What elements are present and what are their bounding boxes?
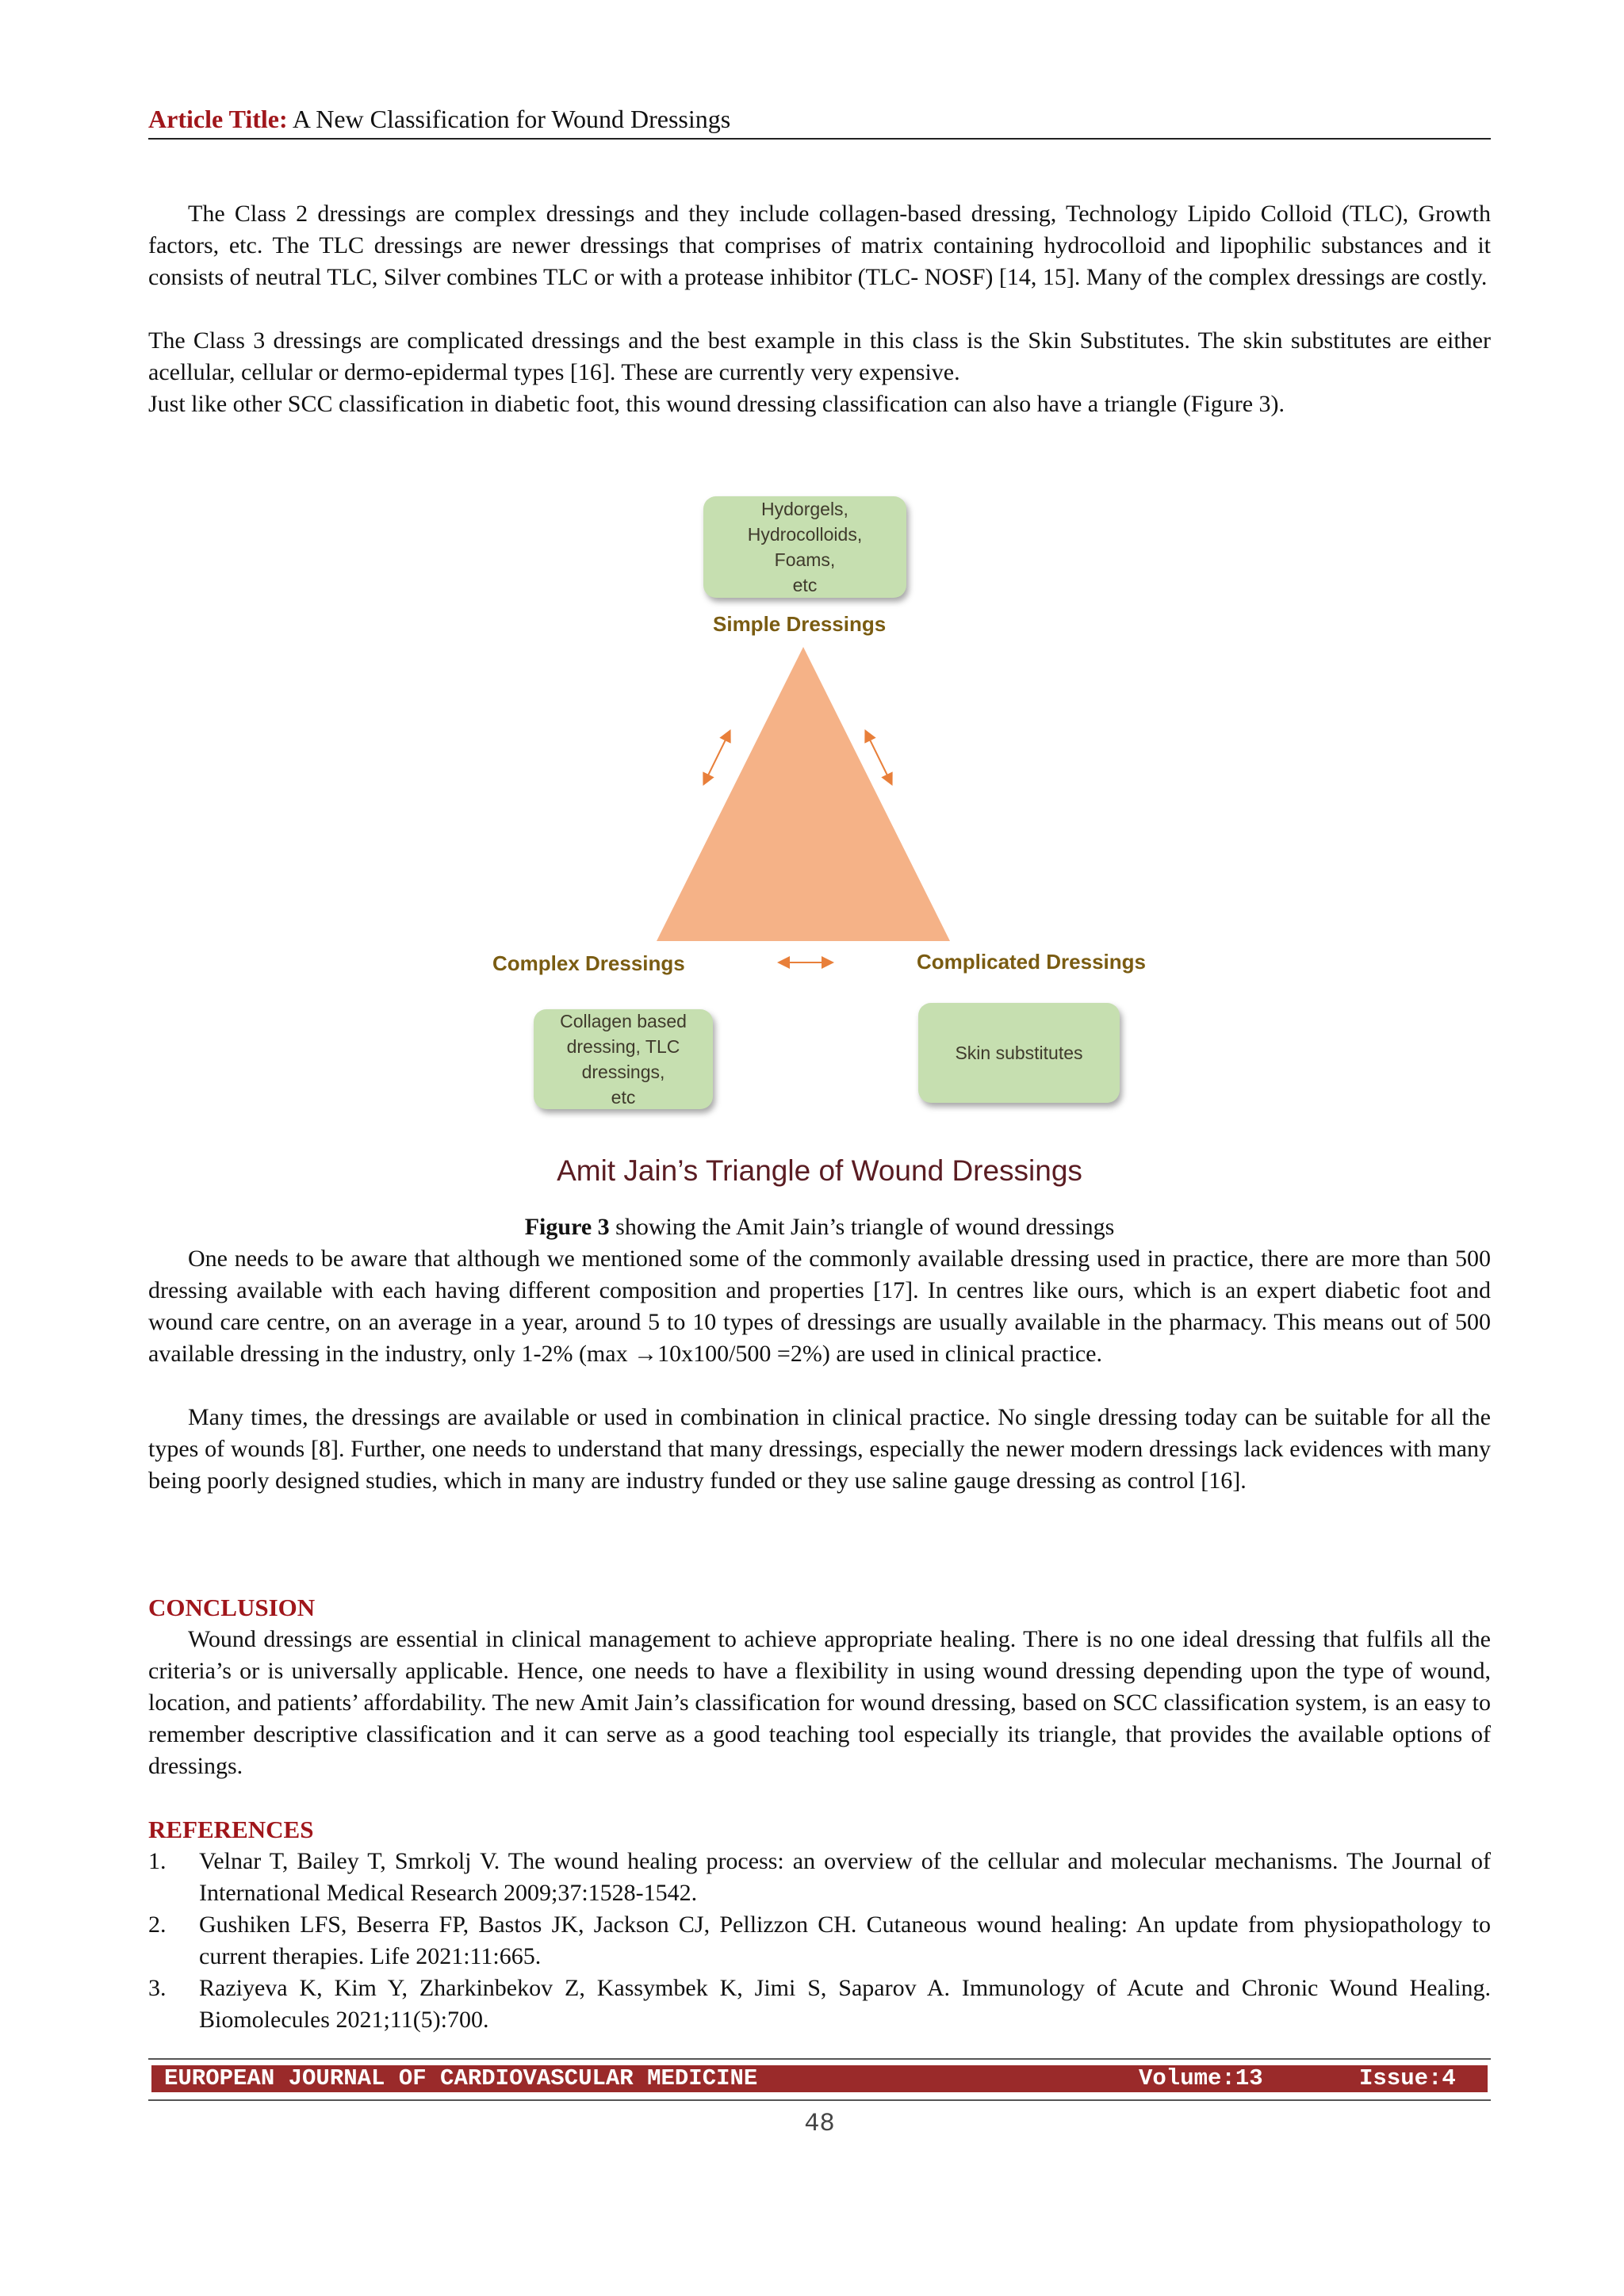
arrow-left-edge	[706, 735, 728, 780]
journal-name: EUROPEAN JOURNAL OF CARDIOVASCULAR MEDICINE	[164, 2065, 758, 2091]
reference-item	[148, 1846, 1491, 1909]
simple-dressings-examples: Hydorgels, Hydrocolloids, Foams, etc	[747, 499, 863, 595]
journal-volume: Volume:13	[1139, 2065, 1263, 2091]
paragraph-combination: Many times, the dressings are available or used in combination in clinical practice. No single dressing today can be suitable for all the types of wounds [8]. Further, one needs to understand that many dressings, especially the newer modern dressings lack evidences with many being poorly designed studies, which in many are industry funded or they use saline gauge dressing as control [16].	[148, 1404, 1491, 1494]
complicated-dressings-box	[918, 1003, 1120, 1103]
triangle-shape	[657, 647, 950, 941]
complex-dressings-label: Complex Dressings	[492, 951, 685, 975]
caption-label: Figure 3	[524, 1214, 610, 1240]
conclusion-heading: CONCLUSION	[148, 1594, 316, 1621]
header-label: Article Title:	[148, 105, 288, 133]
figure-title: Amit Jain’s Triangle of Wound Dressings	[557, 1154, 1082, 1187]
paragraph-availability: One needs to be aware that although we mentioned some of the commonly available dressing used in practice, there are more than 500 dressing available with each having different composition and properties [17]. In centres like ours, which is an expert diabetic foot and wound care centre, on an average in a year, around 5 to 10 types of dressings are usually available in the pharmacy. This means out of 500 available dressing in the industry, only 1-2% (max →10x100/500 =2%) are used in clinical practice.	[148, 1246, 1491, 1367]
conclusion-section	[148, 1592, 1491, 1782]
paragraph-class2: The Class 2 dressings are complex dressings and they include collagen-based dressing, Technology Lipido Colloid (TLC), Growth factors, etc. The TLC dressings are newer dressings that comprises of matrix containing hydrocolloid and lipophilic substances and it consists of neutral TLC, Silver combines TLC or with a protease inhibitor (TLC- NOSF) [14, 15]. Many of the complex dressings are costly.	[148, 201, 1491, 290]
journal-footer	[148, 2058, 1491, 2101]
caption-text: showing the Amit Jain’s triangle of wound dressings	[609, 1214, 1115, 1240]
journal-issue: Issue:4	[1359, 2065, 1456, 2091]
paragraph-class3: The Class 3 dressings are complicated dressings and the best example in this class is the Skin Substitutes. The skin substitutes are either acellular, cellular or dermo-epidermal types [16]. These are currently very expensive.	[148, 327, 1491, 385]
complicated-dressings-examples: Skin substitutes	[955, 1043, 1083, 1063]
journal-footer-band	[151, 2065, 1488, 2092]
page-number: 48	[804, 2109, 835, 2138]
arrow-right-edge	[868, 735, 890, 780]
reference-number: 3.	[148, 1975, 167, 2001]
simple-dressings-box	[703, 496, 906, 598]
reference-number: 2.	[148, 1911, 167, 1938]
conclusion-text: Wound dressings are essential in clinical management to achieve appropriate healing. There is no one ideal dressing that fulfils all the criteria’s or is universally applicable. Hence, one needs to have a flexibility in using wound dressing depending upon the type of wound, location, and patients’ affordability. The new Amit Jain’s classification for wound dressing, based on SCC classification system, is an easy to remember descriptive classification and it can serve as a good teaching tool especially its triangle, that provides the available options of dressings.	[148, 1626, 1491, 1779]
header-title: A New Classification for Wound Dressings	[292, 105, 731, 133]
complex-dressings-box	[534, 1009, 713, 1109]
reference-item	[148, 1909, 1491, 1973]
top-section	[148, 198, 1491, 420]
reference-item	[148, 1973, 1491, 2036]
reference-text: Velnar T, Bailey T, Smrkolj V. The wound healing process: an overview of the cellular and molecular mechanisms. The Journal of International Medical Research 2009;37:1528-1542.	[199, 1848, 1491, 1906]
paragraph-triangle-intro: Just like other SCC classification in diabetic foot, this wound dressing classification can also have a triangle (Figure 3).	[148, 391, 1285, 417]
reference-list	[148, 1846, 1491, 2036]
triangle-figure	[148, 484, 1491, 1213]
reference-text: Raziyeva K, Kim Y, Zharkinbekov Z, Kassymbek K, Jimi S, Saparov A. Immunology of Acute and Chronic Wound Healing. Biomolecules 2021;11(5):700.	[199, 1975, 1491, 2033]
reference-number: 1.	[148, 1848, 167, 1874]
references-section	[148, 1814, 1491, 2036]
reference-text: Gushiken LFS, Beserra FP, Bastos JK, Jackson CJ, Pellizzon CH. Cutaneous wound healing: An update from physiopathology to current therapies. Life 2021:11:665.	[199, 1911, 1491, 1969]
complex-dressings-examples: Collagen based dressing, TLC dressings, etc	[560, 1011, 687, 1108]
figure-caption	[148, 1211, 1491, 1243]
running-header	[148, 103, 1491, 140]
references-heading: REFERENCES	[148, 1816, 314, 1843]
complicated-dressings-label: Complicated Dressings	[917, 950, 1146, 974]
simple-dressings-label: Simple Dressings	[713, 612, 887, 636]
middle-section	[148, 1243, 1491, 1497]
